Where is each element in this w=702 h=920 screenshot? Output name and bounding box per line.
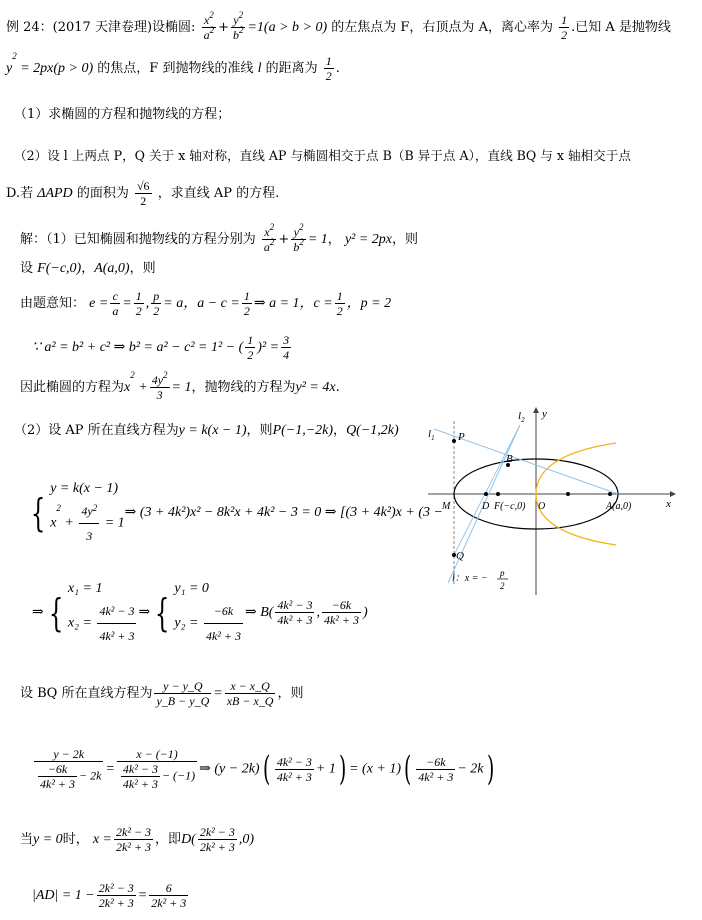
line-bq [454,425,520,555]
bq-substitution: y − 2k $\frac{-6k}{\text{4k² + 3}}$ − 2k = x − (−1) $\frac{\text{4k² − 3}}{\text{4k² + 3}}$ − (−1) ⇒ (y − 2k)( $\frac{\text{4k² − 3}}{\text{4k² + 3}}$ + 1) = (x + 1)( $\frac{-6k}{\text{4k² + 3}}$ − 2k) [32,748,497,790]
solution-line-3: 由题意知： e = $\frac{c}{a}$ = $\frac{1}{2}$ , $\frac{p}{2}$ = a，a − c = $\frac{1}{2}$ ⇒ a = 1，c = $\frac{1}{2}$ ，p = 2 [20,289,392,318]
label-D: D [482,501,490,512]
line-l-symbol: l [257,61,262,76]
solution-roots: ⇒ { x₁ = 1 x₂ = $\frac{\text{4k² − 3}}{\text{4k² + 3}}$ ⇒ { y₁ = 0 y₂ = $\frac{-6k}{\text{4k² + 3}}$ ⇒ B( $\frac{\text{4k² − 3}}{\text{4k² + 3}}$ , $\frac{-6k}{\text{4k² + 3}}$ ) [32,581,368,643]
label-l1: $l_1$ [428,428,435,442]
label-x: x [666,498,671,510]
question-2-line-1: （2）设 l 上两点 P，Q 关于 x 轴对称，直线 AP 与椭圆相交于点 B（B 异于点 A），直线 BQ 与 x 轴相交于点 [14,148,631,163]
label-B: B [506,453,513,465]
problem-text-d: 的距离为 [265,61,318,76]
problem-text-a: 的左焦点为 F，右顶点为 A，离心率为 [331,20,553,35]
ellipse-frac-y: $\frac{y^2}{b^2}$ [232,10,244,42]
ellipse-frac-x: $\frac{x^2}{a^2}$ [203,10,215,42]
label-O: O [538,501,546,512]
point-F: F(−c,0) [37,261,82,276]
label-P: P [458,431,465,443]
point-A: A(a,0) [94,261,130,276]
label-Q: Q [456,550,464,562]
eccentricity-frac: $\frac{1}{2}$ [561,13,568,42]
parabola-eq: y² = 2px [344,232,393,247]
point-D [484,492,488,496]
question-2-line-2: D.若 ΔAPD 的面积为 $\frac{√6}{2}$ ，求直线 AP 的方程. [6,179,280,208]
problem-line-1: 例 24：(2017 天津卷理)设椭圆: $\frac{x^2}{a^2}$ + $\frac{y^2}{b^2}$ =1(a > b > 0) 的左焦点为 F，右顶点为 A，离心率为 $\frac{1}{2}$ .已知 A 是抛物线 [6,10,671,42]
label-A: A(a,0) [606,501,632,512]
solution-line-1: 解：（1）已知椭圆和抛物线的方程分别为 $\frac{x^2}{a^2}$ + $\frac{y^2}{b^2}$ = 1， y² = 2px，则 [20,222,419,254]
label-l-eq: l：x = − [452,573,488,584]
solution-part2-line: （2）设 AP 所在直线方程为y = k(x − 1)，则P(−1,−2k)，Q(−1,2k) [14,423,399,438]
question-1: （1）求椭圆的方程和抛物线的方程； [14,107,231,122]
solution-line-2: 设 F(−c,0)，A(a,0)，则 [20,261,156,276]
label-y: y [542,408,547,420]
point-A [608,492,612,496]
distance-frac: $\frac{1}{2}$ [325,54,332,83]
point-F [496,492,500,496]
point-focus-right [566,492,570,496]
area-frac: $\frac{√6}{2}$ [136,179,150,208]
ad-length: |AD| = 1 − $\frac{\text{2k² − 3}}{\text{2k² + 3}}$ = $\frac{6}{\text{2k² + 3}}$ [32,881,187,910]
problem-text-b: .已知 A 是抛物线 [571,20,671,35]
problem-text-c: 的焦点，F 到抛物线的准线 [97,61,254,76]
point-D-derivation: 当y = 0时， x = $\frac{\text{2k² − 3}}{\text{2k² + 3}}$ ，即D( $\frac{\text{2k² − 3}}{\text{2k² + 3}}$ ,0) [20,825,255,854]
label-l2: $l_2$ [518,410,525,424]
y-axis-arrow [533,407,539,413]
label-M: M [442,501,451,512]
bq-line-eq: 设 BQ 所在直线方程为 $\frac{y - y\_Q}{y\_B - y\_Q}$ = $\frac{x - x\_Q}{xB - x\_Q}$ ，则 [20,679,304,708]
solution-line-5: 因此椭圆的方程为$x^2$ + $\frac{4y^2}{3}$ = 1，抛物线的方程为y² = 4x. [20,370,340,402]
problem-line-2: $y^2 = 2px(p > 0)$ 的焦点，F 到抛物线的准线 l 的距离为 $\frac{1}{2}$ . [6,51,340,83]
label-2: 2 [500,581,505,591]
x-axis-arrow [670,491,676,497]
solution-line-4: ∵ a² = b² + c² ⇒ b² = a² − c² = 1² − ( $\frac{1}{2}$ )² = $\frac{3}{4}$ [32,333,290,362]
system-equation: { y = k(x − 1) $x^2$ + $\frac{4y^2}{3}$ = 1 ⇒ (3 + 4k²)x² − 8k²x + 4k² − 3 = 0 ⇒ [(3 + 4k²)x + (3 − [30,481,443,543]
triangle-apd: ΔAPD [37,186,73,201]
label-F: F(−c,0) [494,501,526,512]
problem-label: 例 24：(2017 天津卷理)设椭圆: [6,20,196,35]
ellipse-parabola-figure [420,405,682,600]
point-P [452,439,456,443]
label-p: p [500,568,505,578]
